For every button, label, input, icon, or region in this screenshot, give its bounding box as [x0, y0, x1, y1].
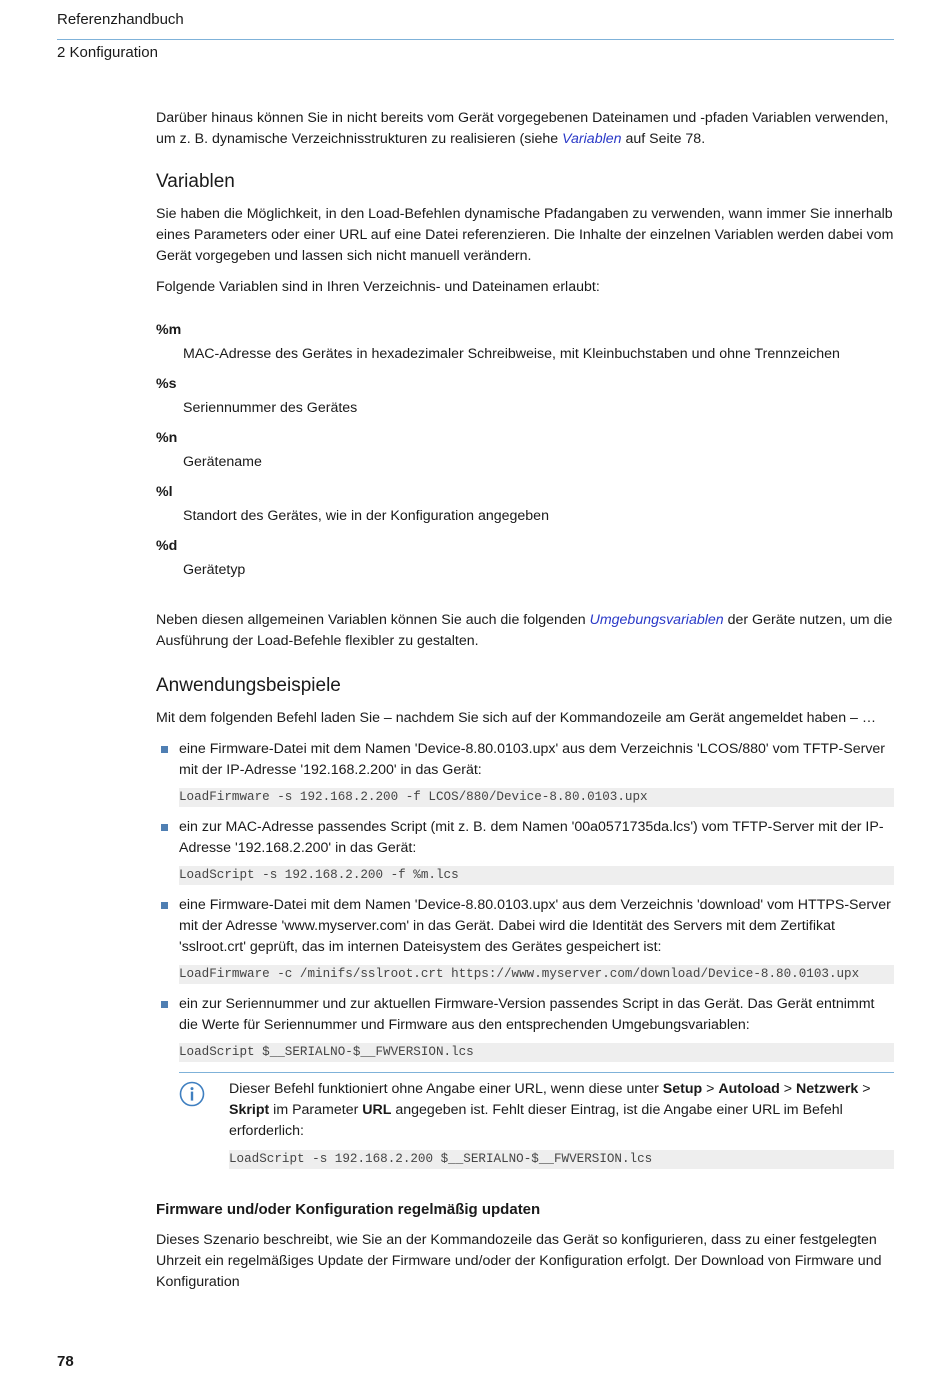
variablen-paragraph: Sie haben die Möglichkeit, in den Load-Befehlen dynamische Pfadangaben zu verwenden, wann immer Sie innerhalb eines Parameters oder einer URL auf eine Datei referenzieren. Die Inhalte der einzelnen Variablen werden dabei vom Gerät vorgegeben und lassen sich nicht manuell verändern. [156, 206, 894, 264]
variable-term: %m [156, 322, 182, 338]
list-item [156, 895, 894, 984]
update-paragraph: Dieses Szenario beschreibt, wie Sie an der Kommandozeile das Gerät so konfigurieren, dass zu einer festgelegten Uhrzeit ein regelmäßiges Update der Firmware und/oder der Konfiguration erfolgt. Der Download von Firmware und Konfiguration [156, 1232, 882, 1290]
variable-term: %n [156, 430, 178, 446]
variable-description: Standort des Gerätes, wie in der Konfiguration angegeben [183, 508, 549, 524]
variable-description: Seriennummer des Gerätes [183, 400, 358, 416]
intro-paragraph [156, 108, 894, 150]
code-block: LoadScript -s 192.168.2.200 -f %m.lcs [179, 866, 894, 885]
code-block: LoadFirmware -c /minifs/sslroot.crt https://www.myserver.com/download/Device-8.80.0103.upx [179, 965, 894, 984]
code-block: LoadScript -s 192.168.2.200 $__SERIALNO-$__FWVERSION.lcs [229, 1150, 894, 1169]
paragraph-text: Neben diesen allgemeinen Variablen können Sie auch die folgenden [156, 612, 590, 628]
variable-term: %l [156, 484, 173, 500]
code-block: LoadFirmware -s 192.168.2.200 -f LCOS/880/Device-8.80.0103.upx [179, 788, 894, 807]
menu-path-skript: Skript [229, 1102, 270, 1118]
code-block: LoadScript $__SERIALNO-$__FWVERSION.lcs [179, 1043, 894, 1062]
path-separator: > [779, 1081, 797, 1097]
example-text: ein zur Seriennummer und zur aktuellen Firmware-Version passendes Script in das Gerät. Das Gerät entnimmt die Werte für Seriennummer und Firmware aus den entsprechenden Umgebungsvariablen: [179, 996, 875, 1033]
example-list [156, 739, 894, 1062]
variable-description: Gerätetyp [183, 562, 246, 578]
variable-term: %s [156, 376, 177, 392]
info-note [179, 1073, 894, 1169]
header-divider [57, 39, 894, 40]
note-text [229, 1079, 894, 1142]
list-item [156, 739, 894, 807]
update-heading: Firmware und/oder Konfiguration regelmäßig updaten [156, 1201, 541, 1218]
running-header-chapter: 2 Konfiguration [57, 44, 158, 61]
note-text-part: Dieser Befehl funktioniert ohne Angabe einer URL, wenn diese unter [229, 1081, 663, 1097]
umgebungsvariablen-paragraph [156, 610, 894, 652]
path-separator: > [702, 1081, 719, 1097]
list-item [156, 817, 894, 885]
beispiele-intro: Mit dem folgenden Befehl laden Sie – nachdem Sie sich auf der Kommandozeile am Gerät angemeldet haben – … [156, 710, 877, 726]
intro-text-end: auf Seite 78. [621, 131, 706, 147]
intro-text: Darüber hinaus können Sie in nicht bereits vom Gerät vorgegebenen Dateinamen und -pfaden Variablen verwenden, um z. B. dynamische Verzeichnisstrukturen zu realisieren (siehe [156, 110, 889, 147]
list-item [156, 994, 894, 1062]
umgebungsvariablen-link[interactable]: Umgebungsvariablen [589, 612, 724, 628]
anwendungsbeispiele-heading: Anwendungsbeispiele [156, 675, 341, 696]
paragraph-text-end: der Geräte nutzen, um die Ausführung der Load-Befehle flexibler zu gestalten. [156, 612, 893, 649]
menu-path-netzwerk: Netzwerk [796, 1081, 859, 1097]
page-content [156, 108, 894, 1303]
variable-list [156, 318, 894, 586]
info-icon [179, 1081, 205, 1107]
note-text-part: angegeben ist. Fehlt dieser Eintrag, ist die Angabe einer URL im Befehl erforderlich: [229, 1102, 843, 1139]
variablen-link[interactable]: Variablen [562, 131, 622, 147]
variable-term: %d [156, 538, 178, 554]
menu-path-autoload: Autoload [718, 1081, 780, 1097]
variable-description: Gerätename [183, 454, 262, 470]
parameter-url: URL [362, 1102, 392, 1118]
example-text: eine Firmware-Datei mit dem Namen 'Device-8.80.0103.upx' aus dem Verzeichnis 'LCOS/880' vom TFTP-Server mit der IP-Adresse '192.168.2.200' in das Gerät: [179, 741, 886, 778]
variablen-allowed-paragraph: Folgende Variablen sind in Ihren Verzeichnis- und Dateinamen erlaubt: [156, 279, 600, 295]
page-number: 78 [57, 1353, 74, 1370]
running-header-title: Referenzhandbuch [57, 11, 184, 28]
note-text-part: im Parameter [269, 1102, 363, 1118]
example-text: ein zur MAC-Adresse passendes Script (mit z. B. dem Namen '00a0571735da.lcs') vom TFTP-Server mit der IP-Adresse '192.168.2.200' in das Gerät: [179, 819, 884, 856]
variable-description: MAC-Adresse des Gerätes in hexadezimaler Schreibweise, mit Kleinbuchstaben und ohne Trennzeichen [183, 346, 840, 362]
variablen-heading: Variablen [156, 171, 235, 192]
menu-path-setup: Setup [662, 1081, 703, 1097]
example-text: eine Firmware-Datei mit dem Namen 'Device-8.80.0103.upx' aus dem Verzeichnis 'download' vom HTTPS-Server mit der Adresse 'www.myserver.com' in das Gerät. Dabei wird die Identität des Servers mit dem Zertifikat 'sslroot.crt' geprüft, das im internen Dateisystem des Gerätes gespeichert ist: [179, 897, 891, 955]
path-separator: > [858, 1081, 871, 1097]
